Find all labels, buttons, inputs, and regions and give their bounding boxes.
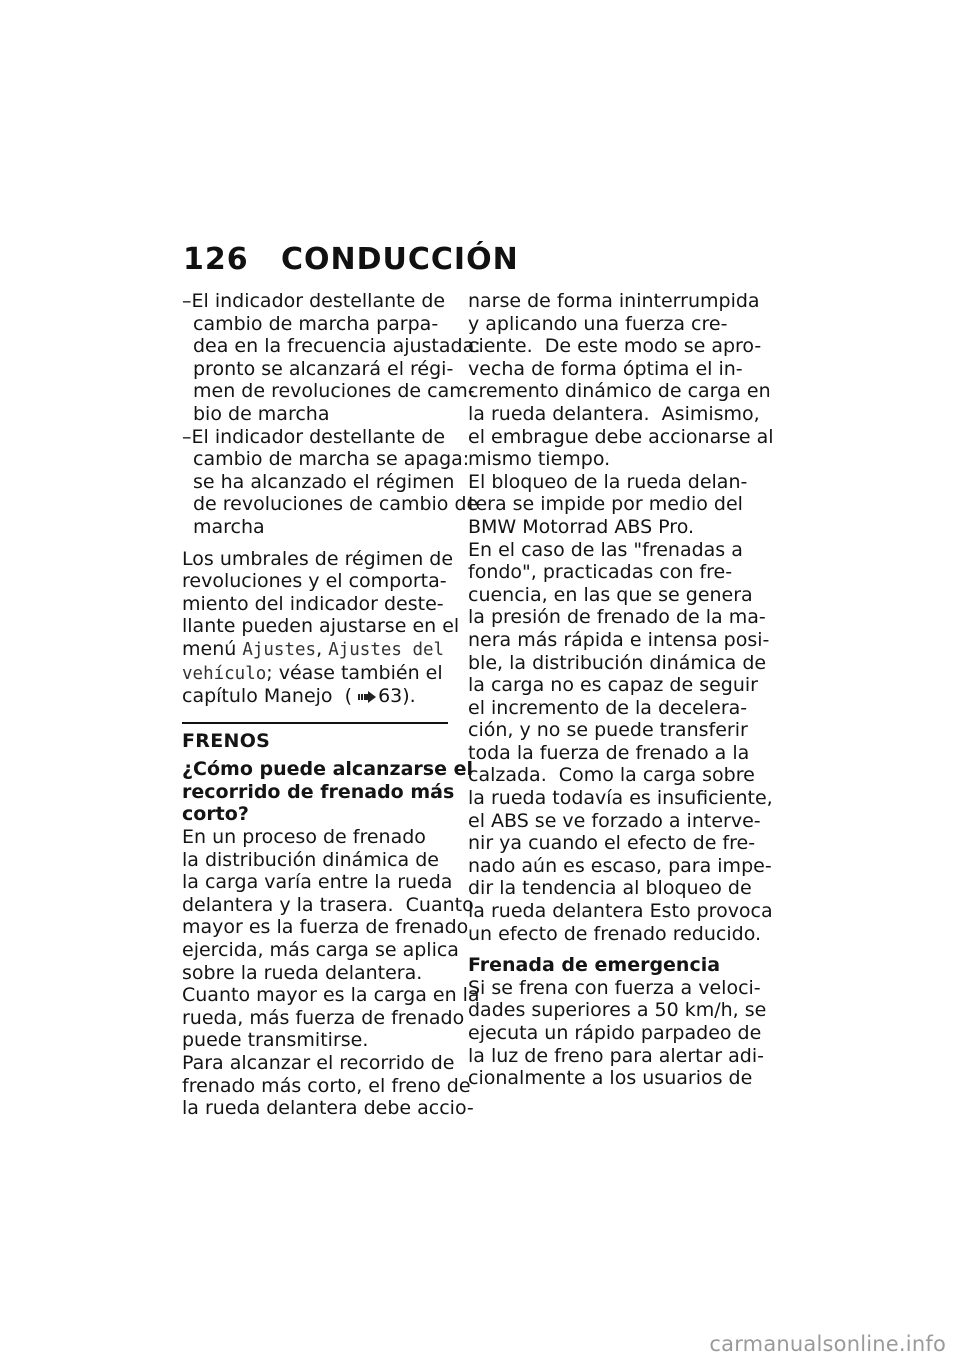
section-title-frenos: FRENOS bbox=[182, 729, 271, 752]
text-line: men de revoluciones de cam- bbox=[193, 380, 475, 403]
text-line: ción, y no se puede transferir bbox=[468, 719, 748, 742]
bullet-item-2 bbox=[182, 425, 479, 539]
text-line: toda la fuerza de frenado a la bbox=[468, 741, 750, 764]
watermark[interactable]: carmanualsonline.info bbox=[709, 1332, 946, 1356]
text-line: dades superiores a 50 km/h, se bbox=[468, 999, 767, 1022]
text-line: recorrido de frenado más bbox=[182, 780, 455, 803]
text-line: la presión de frenado de la ma- bbox=[468, 606, 766, 629]
text-line: nera más rápida e intensa posi- bbox=[468, 628, 770, 651]
menu-prefix: menú bbox=[182, 637, 243, 660]
text-line: –El indicador destellante de bbox=[182, 425, 446, 448]
text-line: ble, la distribución dinámica de bbox=[468, 651, 767, 674]
reference-page[interactable]: 63). bbox=[378, 685, 416, 708]
text-line: la rueda delantera debe accio- bbox=[182, 1097, 474, 1120]
section-divider bbox=[182, 722, 448, 724]
text-line: nir ya cuando el efecto de fre- bbox=[468, 832, 756, 855]
text-line: dir la tendencia al bloqueo de bbox=[468, 877, 752, 900]
reference-text: capítulo Manejo bbox=[182, 685, 333, 708]
text-line: calzada. Como la carga sobre bbox=[468, 764, 755, 787]
text-line: vecha de forma óptima el in- bbox=[468, 357, 743, 380]
paragraph-thresholds bbox=[182, 547, 460, 638]
text-line: puede transmitirse. bbox=[182, 1029, 369, 1052]
menu-separator: , bbox=[316, 637, 329, 660]
text-line: la rueda todavía es insuficiente, bbox=[468, 787, 773, 810]
text-line: cuencia, en las que se genera bbox=[468, 583, 753, 606]
right-column bbox=[468, 290, 774, 1090]
text-line: El bloqueo de la rueda delan- bbox=[468, 470, 748, 493]
page-header bbox=[183, 242, 519, 277]
text-line: bio de marcha bbox=[193, 402, 330, 425]
text-line: llante pueden ajustarse en el bbox=[182, 615, 460, 638]
chapter-title: CONDUCCIÓN bbox=[281, 242, 519, 277]
text-line: la carga varía entre la rueda bbox=[182, 871, 453, 894]
paragraph-full-braking bbox=[468, 538, 773, 946]
text-line: un efecto de frenado reducido. bbox=[468, 922, 762, 945]
text-line: la carga no es capaz de seguir bbox=[468, 674, 758, 697]
text-line: Cuanto mayor es la carga en la bbox=[182, 984, 480, 1007]
text-line: mismo tiempo. bbox=[468, 448, 611, 471]
paragraph-abs-pro bbox=[468, 471, 748, 539]
bullet-list bbox=[182, 290, 481, 539]
menu-term-settings: Ajustes bbox=[242, 639, 317, 660]
text-line: fondo", practicadas con fre- bbox=[468, 561, 733, 584]
menu-line bbox=[182, 638, 454, 662]
subheading-emergency-braking: Frenada de emergencia bbox=[468, 954, 721, 977]
menu-suffix: ; véase también el bbox=[266, 661, 443, 684]
left-column bbox=[182, 290, 481, 1120]
text-line: de revoluciones de cambio de bbox=[193, 493, 479, 516]
text-line: narse de forma ininterrumpida bbox=[468, 290, 760, 312]
text-line: BMW Motorrad ABS Pro. bbox=[468, 515, 695, 538]
text-line: tera se impide por medio del bbox=[468, 493, 743, 516]
text-line: corto? bbox=[182, 803, 249, 826]
text-line: se ha alcanzado el régimen bbox=[193, 470, 455, 493]
text-line: sobre la rueda delantera. bbox=[182, 961, 423, 984]
text-line: cremento dinámico de carga en bbox=[468, 380, 771, 403]
text-line: miento del indicador deste- bbox=[182, 592, 444, 615]
text-line: En un proceso de frenado bbox=[182, 826, 426, 849]
text-line: el incremento de la decelera- bbox=[468, 696, 748, 719]
text-line: delantera y la trasera. Cuanto bbox=[182, 893, 474, 916]
text-line: Para alcanzar el recorrido de bbox=[182, 1052, 455, 1074]
text-line: –El indicador destellante de bbox=[182, 290, 446, 312]
text-line: la rueda delantera Esto provoca bbox=[468, 900, 773, 923]
text-line: el embrague debe accionarse al bbox=[468, 425, 774, 448]
text-line: rueda, más fuerza de frenado bbox=[182, 1006, 465, 1029]
paragraph-continuous-braking bbox=[468, 290, 774, 471]
text-line: revoluciones y el comporta- bbox=[182, 570, 447, 593]
text-line: ¿Cómo puede alcanzarse el bbox=[182, 758, 474, 781]
bullet-item-1 bbox=[182, 290, 481, 426]
text-line: el ABS se ve forzado a interve- bbox=[468, 809, 761, 832]
text-line: cambio de marcha se apaga: bbox=[193, 448, 470, 471]
text-line: En el caso de las "frenadas a bbox=[468, 538, 743, 561]
text-line: cionalmente a los usuarios de bbox=[468, 1067, 753, 1090]
text-line: pronto se alcanzará el régi- bbox=[193, 357, 454, 380]
text-line: la luz de freno para alertar adi- bbox=[468, 1044, 764, 1067]
text-line: cambio de marcha parpa- bbox=[193, 312, 439, 335]
text-line: Si se frena con fuerza a veloci- bbox=[468, 976, 761, 999]
text-line: la rueda delantera. Asimismo, bbox=[468, 402, 760, 425]
text-line: dea en la frecuencia ajustada: bbox=[193, 335, 481, 358]
menu-term-vehicle-settings: Ajustes del bbox=[328, 639, 445, 660]
text-line: ejercida, más carga se aplica bbox=[182, 939, 459, 962]
reference-open: ( bbox=[344, 685, 353, 708]
menu-term-vehicle: vehículo bbox=[182, 663, 267, 684]
page-number: 126 bbox=[183, 242, 249, 277]
text-line: frenado más corto, el freno de bbox=[182, 1074, 471, 1097]
paragraph-shortest-distance bbox=[182, 1052, 474, 1120]
subheading-shortest-braking bbox=[182, 758, 474, 826]
menu-line-2 bbox=[182, 662, 454, 686]
paragraph-emergency-braking bbox=[468, 976, 767, 1090]
arrow-reference-icon bbox=[358, 691, 376, 703]
text-line: nado aún es escaso, para impe- bbox=[468, 854, 772, 877]
text-line: la distribución dinámica de bbox=[182, 848, 439, 871]
text-line: Los umbrales de régimen de bbox=[182, 547, 454, 570]
text-line: ejecuta un rápido parpadeo de bbox=[468, 1022, 762, 1044]
paragraph-load-distribution bbox=[182, 826, 480, 1052]
text-line: marcha bbox=[193, 515, 265, 538]
chapter-reference bbox=[182, 685, 454, 708]
text-line: mayor es la fuerza de frenado bbox=[182, 916, 469, 939]
text-line: ciente. De este modo se apro- bbox=[468, 335, 762, 358]
text-line: y aplicando una fuerza cre- bbox=[468, 312, 728, 335]
